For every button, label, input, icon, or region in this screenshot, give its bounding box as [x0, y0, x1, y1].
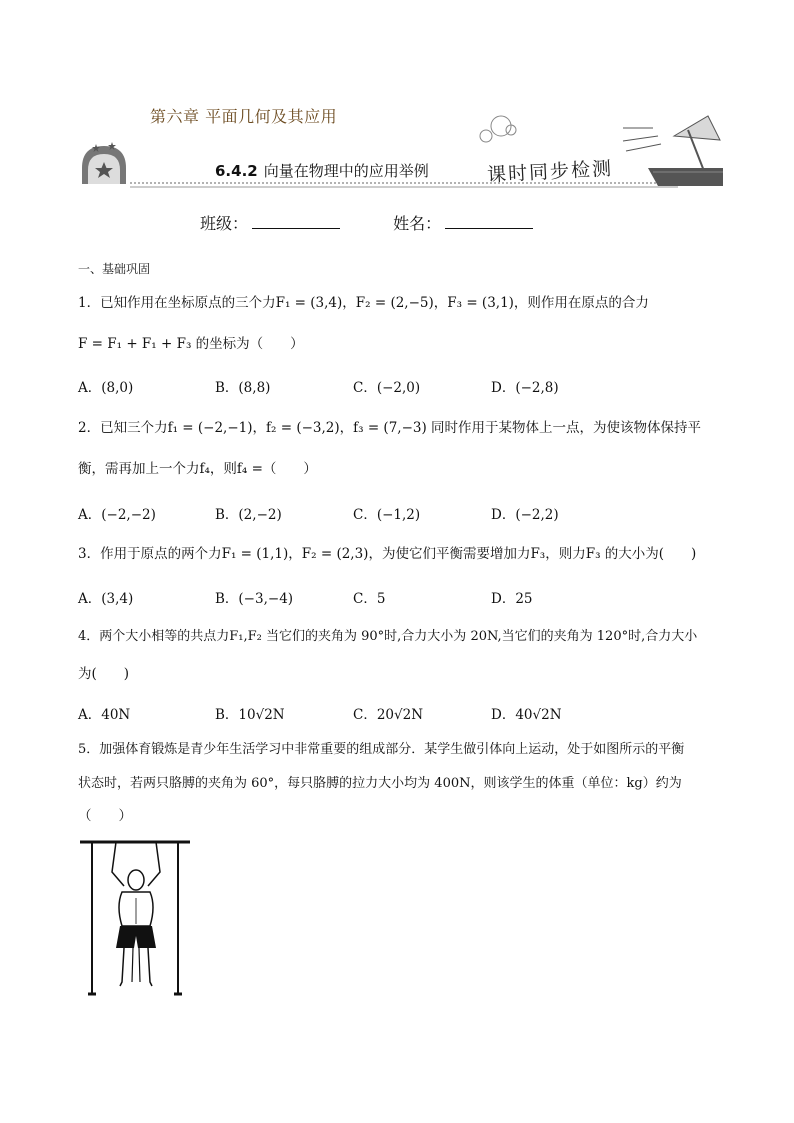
student-fields: [200, 211, 533, 234]
q1-option-b: B．(8,8): [215, 380, 271, 396]
q2-option-a: A．(−2,−2): [78, 507, 156, 523]
q4-stem-1: 4．两个大小相等的共点力F₁,F₂ 当它们的夹角为 90°时,合力大小为 20N,当它们的夹角为 120°时,合力大小: [78, 629, 698, 644]
class-field[interactable]: [252, 212, 340, 229]
q3-stem-1: 3．作用于原点的两个力F₁ = (1,1)，F₂ = (2,3)，为使它们平衡需要增加力F₃，则力F₃ 的大小为( ): [78, 546, 697, 562]
chapter-title: 第六章 平面几何及其应用: [150, 107, 338, 126]
lesson-name: 向量在物理中的应用举例: [263, 162, 429, 180]
q2-option-c: C．(−1,2): [353, 507, 421, 523]
q4-stem-2: 为( ): [78, 666, 130, 682]
class-label: 班级：: [200, 214, 249, 233]
q2-option-b: B．(2,−2): [215, 507, 282, 523]
name-label: 姓名：: [393, 214, 442, 233]
q5-stem-1: 5．加强体育锻炼是青少年生活学习中非常重要的组成部分．某学生做引体向上运动，处于如图所示的平衡: [78, 742, 685, 757]
stamp-label: 课时同步检测: [486, 157, 614, 187]
lamp-icon: [623, 116, 720, 174]
bubbles-icon: [480, 116, 516, 142]
q3-option-c: C．5: [353, 591, 386, 607]
q5-stem-3: （ ）: [78, 808, 132, 824]
q1-option-d: D．(−2,8): [491, 380, 559, 396]
q3-option-b: B．(−3,−4): [215, 591, 294, 607]
q1-option-a: A．(8,0): [78, 380, 134, 396]
q4-option-b: B．10√2N: [215, 707, 285, 723]
pull-up-figure: [76, 836, 196, 998]
q1-stem-2: F = F₁ + F₁ + F₃ 的坐标为（ ）: [78, 336, 304, 352]
q2-option-d: D．(−2,2): [491, 507, 559, 523]
q4-option-d: D．40√2N: [491, 707, 562, 723]
q4-option-a: A．40N: [78, 707, 131, 723]
q3-option-d: D．25: [491, 591, 533, 607]
lesson-number: 6.4.2: [215, 162, 258, 180]
q2-stem-1: 2．已知三个力f₁ = (−2,−1)，f₂ = (−3,2)，f₃ = (7,−3) 同时作用于某物体上一点，为使该物体保持平: [78, 420, 702, 436]
name-field[interactable]: [445, 212, 533, 229]
q2-stem-2: 衡，需再加上一个力f₄，则f₄ =（ ）: [78, 461, 317, 477]
q1-stem-1: 1．已知作用在坐标原点的三个力F₁ = (3,4)，F₂ = (2,−5)，F₃ = (3,1)，则作用在原点的合力: [78, 295, 649, 311]
q1-option-c: C．(−2,0): [353, 380, 421, 396]
q5-stem-2: 状态时，若两只胳膊的夹角为 60°，每只胳膊的拉力大小均为 400N，则该学生的体重（单位：kg）约为: [78, 776, 682, 791]
star-badge-icon: [82, 142, 126, 184]
section-heading: 一、基础巩固: [78, 262, 151, 276]
q4-option-c: C．20√2N: [353, 707, 424, 723]
q3-option-a: A．(3,4): [78, 591, 134, 607]
lesson-title: [215, 160, 429, 181]
